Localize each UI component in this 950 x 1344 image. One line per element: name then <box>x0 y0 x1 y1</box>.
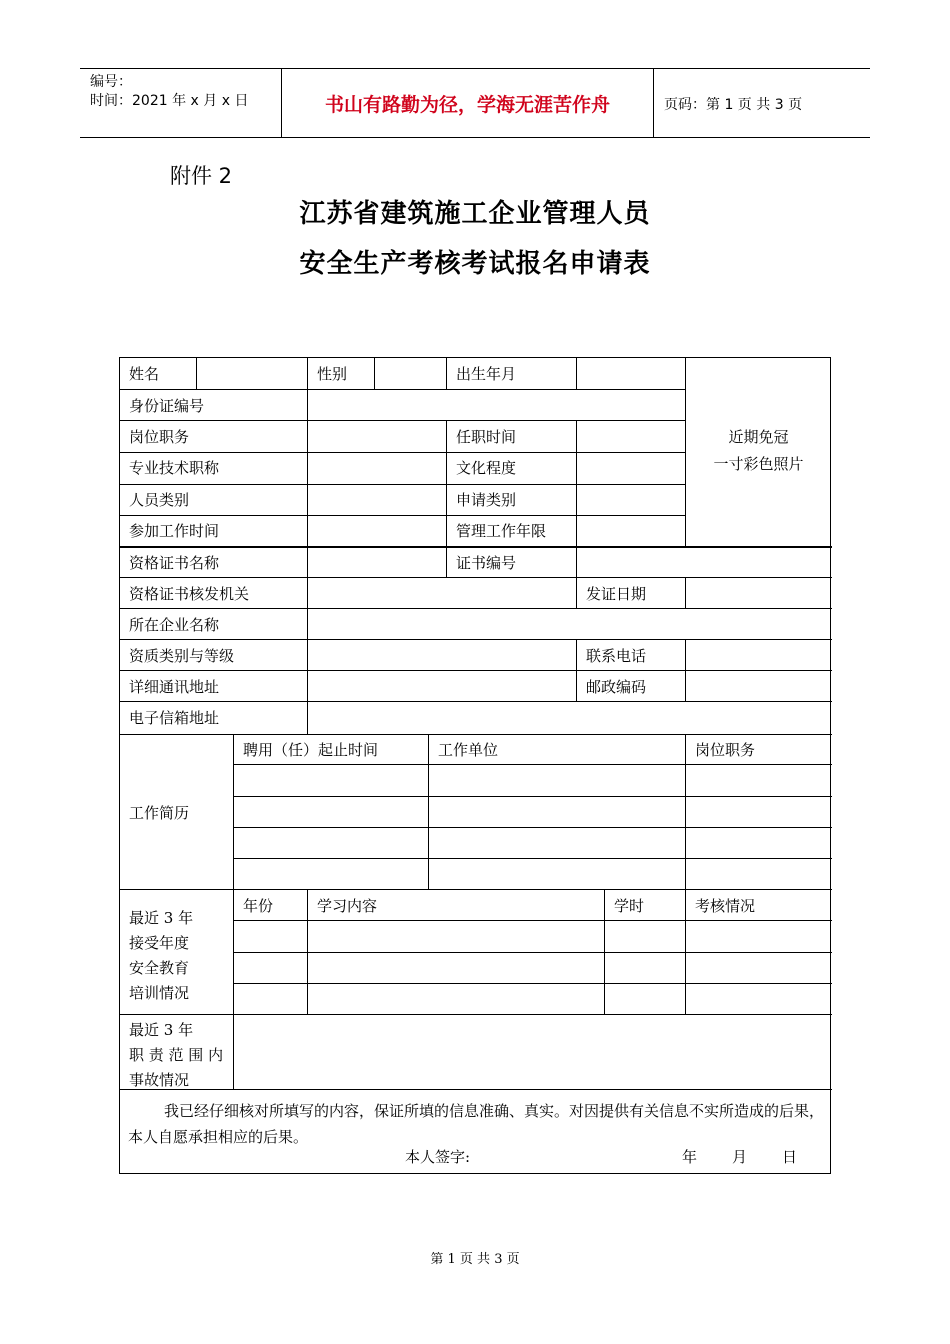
label-birth: 出生年月 <box>456 365 517 383</box>
label-issue-date: 发证日期 <box>586 585 647 603</box>
time-label: 时间：2021 年 x 月 x 日 <box>90 93 249 109</box>
header-divider <box>653 69 654 137</box>
serial-label: 编号： <box>90 74 132 90</box>
page-header <box>80 68 870 138</box>
col-assessment: 考核情况 <box>695 897 756 915</box>
label-accident-line: 事故情况 <box>129 1071 190 1089</box>
label-company: 所在企业名称 <box>129 616 220 634</box>
col-year: 年份 <box>243 897 274 915</box>
label-cert-no: 证书编号 <box>456 554 517 572</box>
header-motto: 书山有路勤为径，学海无涯苦作舟 <box>324 93 610 116</box>
label-training-line: 安全教育 <box>129 959 190 977</box>
document-title-line1: 江苏省建筑施工企业管理人员 <box>299 199 651 229</box>
label-training-line: 培训情况 <box>129 984 190 1002</box>
label-mgmt-years: 管理工作年限 <box>456 522 547 540</box>
header-page-info: 页码：第 1 页 共 3 页 <box>664 97 803 113</box>
label-postcode: 邮政编码 <box>586 678 647 696</box>
label-staff-type: 人员类别 <box>129 491 190 509</box>
photo-placeholder <box>686 424 831 478</box>
header-meta <box>90 73 248 111</box>
label-email: 电子信箱地址 <box>129 709 220 727</box>
label-appoint-time: 任职时间 <box>456 428 517 446</box>
label-cert-issuer: 资格证书核发机关 <box>129 585 250 603</box>
date-day-label: 日 <box>782 1148 798 1166</box>
col-employment-period: 聘用（任）起止时间 <box>243 741 379 759</box>
label-gender: 性别 <box>317 365 348 383</box>
label-accident-line: 最近 3 年 <box>129 1021 194 1039</box>
label-address: 详细通讯地址 <box>129 678 220 696</box>
label-position: 岗位职务 <box>129 428 190 446</box>
application-form <box>119 357 831 1174</box>
label-qualification: 资质类别与等级 <box>129 647 235 665</box>
label-accident <box>129 1018 223 1093</box>
label-training <box>129 906 193 1006</box>
date-month-label: 月 <box>732 1148 748 1166</box>
signature-label: 本人签字: <box>405 1148 471 1166</box>
label-name: 姓名 <box>129 365 160 383</box>
label-education: 文化程度 <box>456 459 517 477</box>
date-year-label: 年 <box>682 1148 698 1166</box>
label-cert-name: 资格证书名称 <box>129 554 220 572</box>
label-phone: 联系电话 <box>586 647 647 665</box>
attachment-label: 附件 2 <box>170 164 233 188</box>
label-work-resume: 工作简历 <box>129 804 190 822</box>
label-tech-title: 专业技术职称 <box>129 459 220 477</box>
label-apply-type: 申请类别 <box>456 491 517 509</box>
label-accident-line: 职 责 范 围 内 <box>129 1046 224 1064</box>
page-footer: 第 1 页 共 3 页 <box>430 1252 520 1267</box>
declaration-text: 我已经仔细核对所填写的内容，保证所填的信息准确、真实。对因提供有关信息不实所造成的后果，本人自愿承担相应的后果。 <box>128 1102 825 1146</box>
photo-label-line2: 一寸彩色照片 <box>713 455 804 473</box>
label-training-line: 最近 3 年 <box>129 909 194 927</box>
col-work-unit: 工作单位 <box>438 741 499 759</box>
document-title-line2: 安全生产考核考试报名申请表 <box>299 249 651 279</box>
photo-label-line1: 近期免冠 <box>728 428 789 446</box>
col-study-content: 学习内容 <box>317 897 378 915</box>
col-job-position: 岗位职务 <box>695 741 756 759</box>
label-id-number: 身份证编号 <box>129 397 205 415</box>
label-training-line: 接受年度 <box>129 934 190 952</box>
col-hours: 学时 <box>614 897 645 915</box>
label-work-start: 参加工作时间 <box>129 522 220 540</box>
